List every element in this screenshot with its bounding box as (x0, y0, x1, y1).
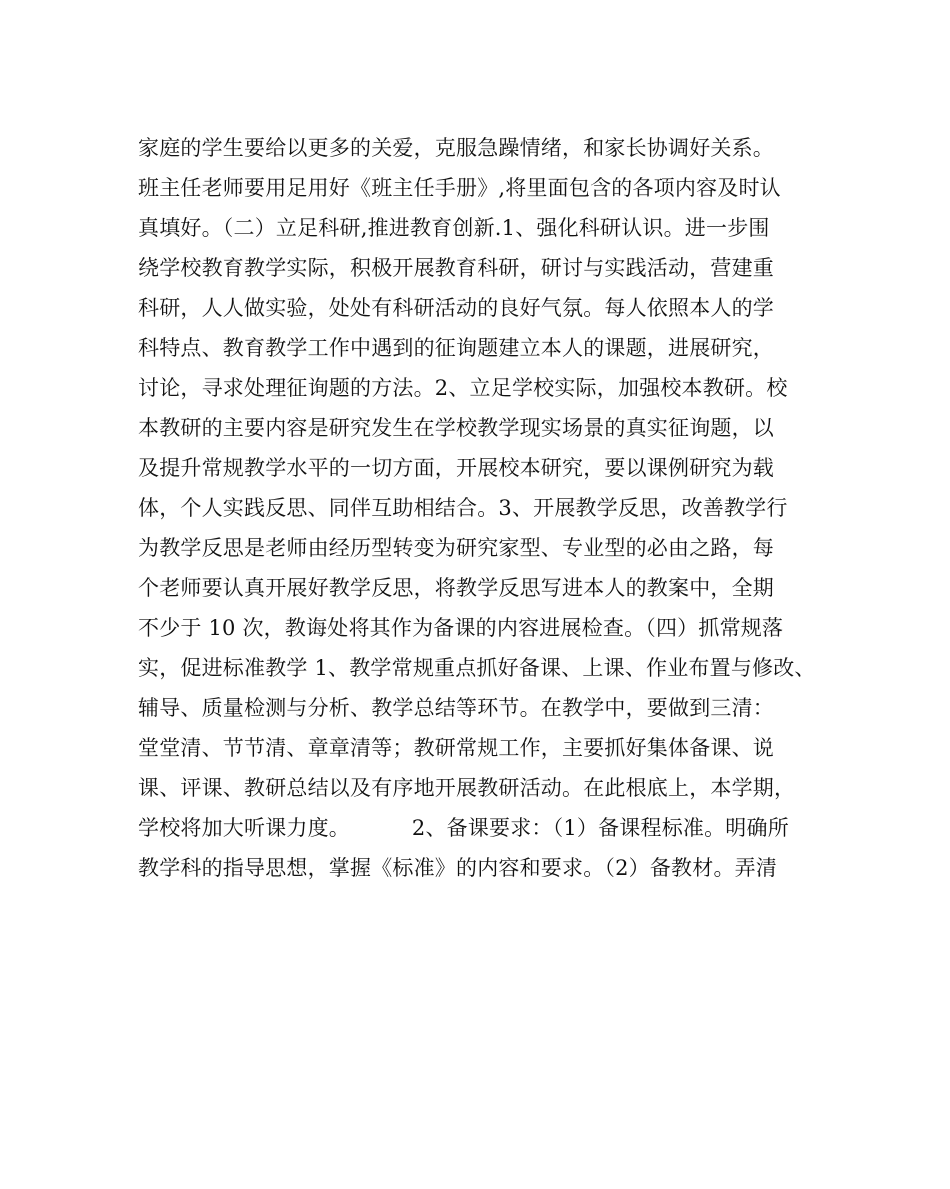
text-line: 科研，人人做实验，处处有科研活动的良好气氛。每人依照本人的学 (138, 296, 774, 320)
text-line: 及提升常规教学水平的一切方面，开展校本研究，要以课例研究为载 (138, 456, 774, 480)
text-line: 为教学反思是老师由经历型转变为研究家型、专业型的必由之路，每 (138, 536, 774, 560)
text-line: 本教研的主要内容是研究发生在学校教学现实场景的真实征询题，以 (138, 416, 774, 440)
text-line: 家庭的学生要给以更多的关爱，克服急躁情绪，和家长协调好关系。 (138, 136, 774, 160)
text-line: 堂堂清、节节清、章章清等；教研常规工作，主要抓好集体备课、说 (138, 736, 774, 760)
text-line: 个老师要认真开展好教学反思，将教学反思写进本人的教案中，全期 (138, 576, 774, 600)
text-line: 实，促进标准教学 1、教学常规重点抓好备课、上课、作业布置与修改、 (138, 656, 816, 680)
text-line: 讨论，寻求处理征询题的方法。2、立足学校实际，加强校本教研。校 (138, 376, 788, 400)
text-line: 不少于 10 次，教诲处将其作为备课的内容进展检查。（四）抓常规落 (138, 616, 784, 640)
text-line: 班主任老师要用足用好《班主任手册》,将里面包含的各项内容及时认 (138, 176, 781, 200)
text-line: 课、评课、教研总结以及有序地开展教研活动。在此根底上，本学期， (138, 776, 796, 800)
text-line: 学校将加大听课力度。 2、备课要求：（1）备课程标准。明确所 (138, 816, 789, 840)
text-line: 绕学校教育教学实际，积极开展教育科研，研讨与实践活动，营建重 (138, 256, 774, 280)
text-line: 教学科的指导思想，掌握《标准》的内容和要求。（2）备教材。弄清 (138, 856, 778, 880)
text-line: 科特点、教育教学工作中遇到的征询题建立本人的课题，进展研究， (138, 336, 774, 360)
text-line: 体，个人实践反思、同伴互助相结合。3、开展教学反思，改善教学行 (138, 496, 788, 520)
text-line: 辅导、质量检测与分析、教学总结等环节。在教学中，要做到三清： (138, 696, 774, 720)
body-text (138, 128, 828, 888)
text-line: 真填好。（二）立足科研,推进教育创新.1、强化科研认识。进一步围 (138, 216, 770, 240)
